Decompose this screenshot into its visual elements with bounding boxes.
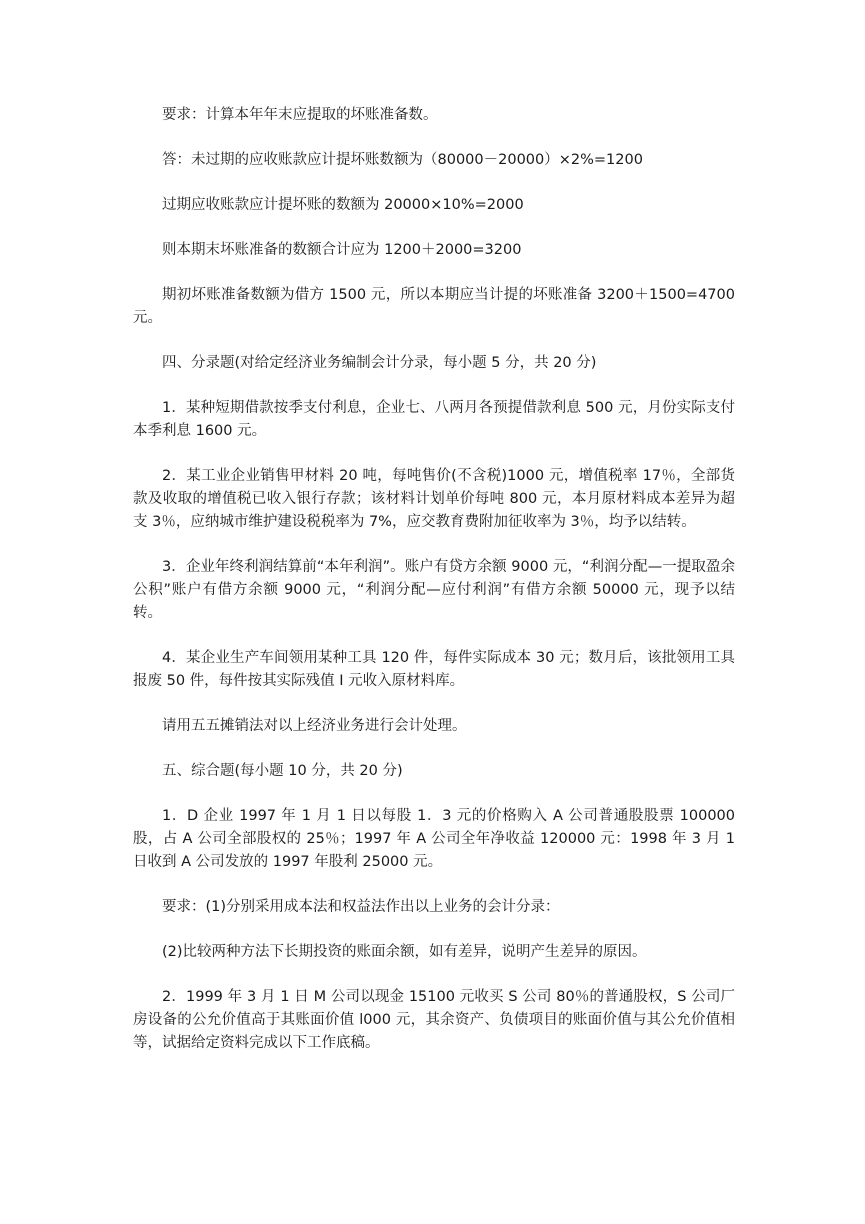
question-paragraph: 2．某工业企业销售甲材料 20 吨，每吨售价(不含税)1000 元，增值税率 17％，全部货款及收取的增值税已收入银行存款；该材料计划单价每吨 800 元，本月原材料成本差异为超支 3％，应纳城市维护建设税税率为 7%，应交教育费附加征收率为 3％，均予以结转。	[133, 468, 735, 530]
question-paragraph: 3．企业年终利润结算前“本年利润”。账户有贷方余额 9000 元，“利润分配—一提取盈余公积”账户有借方余额 9000 元，“利润分配—应付利润”有借方余额 50000 元，现予以结转。	[133, 559, 735, 621]
question-paragraph: 1．某种短期借款按季支付利息，企业七、八两月各预提借款利息 500 元，月份实际支付本季利息 1600 元。	[133, 400, 735, 439]
question-paragraph: 4．某企业生产车间领用某种工具 120 件，每件实际成本 30 元；数月后，该批领用工具报废 50 件，每件按其实际残值 I 元收入原材料库。	[133, 650, 735, 689]
calculation-paragraph: 过期应收账款应计提坏账的数额为 20000×10%=2000	[162, 197, 524, 213]
section-heading: 四、分录题(对给定经济业务编制会计分录，每小题 5 分，共 20 分)	[162, 355, 597, 371]
requirement-paragraph: 要求：(1)分别采用成本法和权益法作出以上业务的会计分录：	[162, 899, 560, 915]
instruction-paragraph: 请用五五摊销法对以上经济业务进行会计处理。	[162, 718, 467, 734]
section-heading: 五、综合题(每小题 10 分，共 20 分)	[162, 763, 403, 779]
question-paragraph: 2．1999 年 3 月 1 日 M 公司以现金 15100 元收买 S 公司 80％的普通股权，S 公司厂房设备的公允价值高于其账面价值 l000 元，其余资产、负债项目的账面价值与其公允价值相等，试据给定资料完成以下工作底稿。	[133, 989, 735, 1051]
document-body	[133, 104, 735, 1077]
requirement-paragraph: (2)比较两种方法下长期投资的账面余额，如有差异，说明产生差异的原因。	[162, 944, 647, 960]
calculation-paragraph: 期初坏账准备数额为借方 1500 元，所以本期应当计提的坏账准备 3200＋1500=4700 元。	[133, 287, 735, 326]
calculation-paragraph: 则本期末坏账准备的数额合计应为 1200＋2000=3200	[162, 242, 522, 258]
answer-paragraph: 答：未过期的应收账款应计提坏账数额为（80000－20000）×2%=1200	[162, 152, 643, 168]
requirement-paragraph: 要求：计算本年年末应提取的坏账准备数。	[162, 107, 438, 123]
question-paragraph: 1．D 企业 1997 年 1 月 1 日以每股 1．3 元的价格购入 A 公司普通股股票 100000 股，占 A 公司全部股权的 25％；1997 年 A 公司全年净收益 120000 元：1998 年 3 月 1 日收到 A 公司发放的 1997 年股利 25000 元。	[133, 808, 735, 870]
